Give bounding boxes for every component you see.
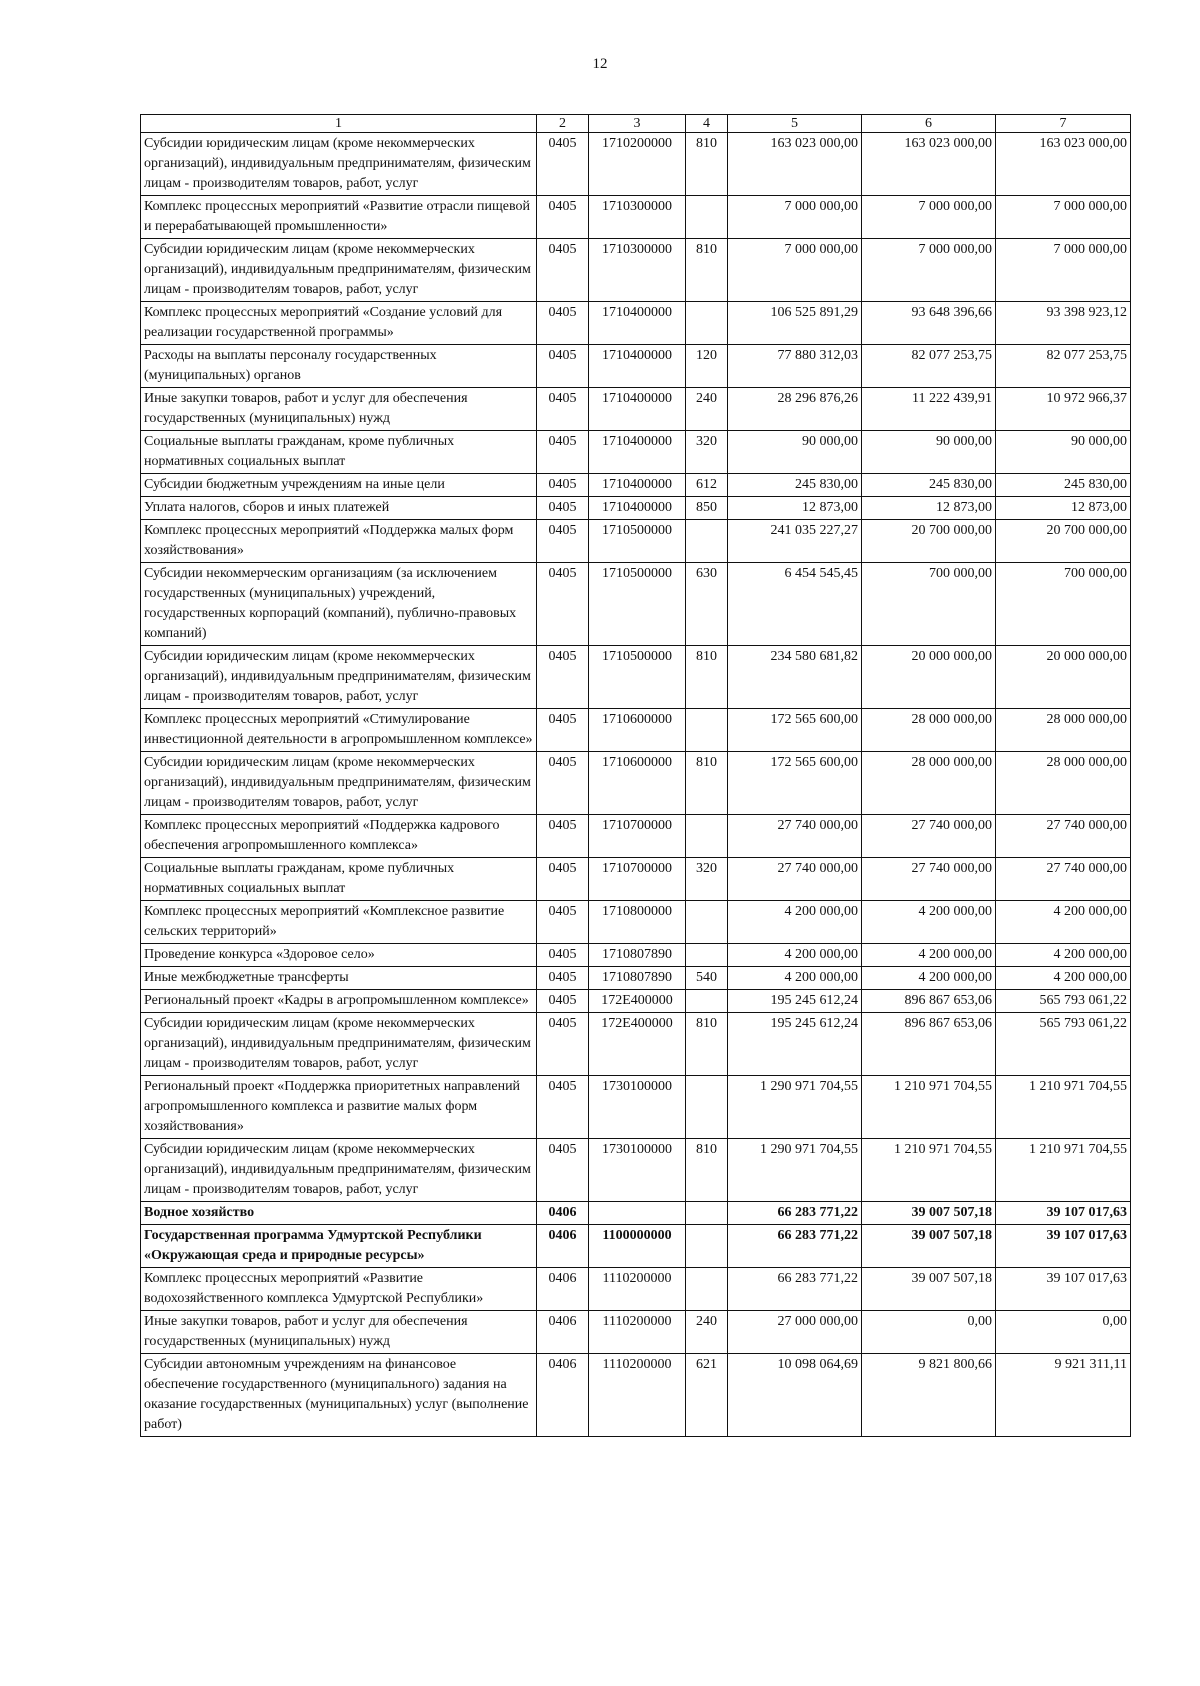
table-row [141,646,1131,709]
amount-year-2: 20 700 000,00 [862,520,996,563]
table-row [141,497,1131,520]
amount-year-1: 234 580 681,82 [728,646,862,709]
amount-year-2: 20 000 000,00 [862,646,996,709]
table-row [141,815,1131,858]
amount-year-2: 27 740 000,00 [862,815,996,858]
section-code: 0405 [537,967,589,990]
table-row [141,1354,1131,1437]
target-article-code: 1710800000 [589,901,686,944]
table-row [141,196,1131,239]
row-name: Проведение конкурса «Здоровое село» [141,944,537,967]
expense-type-code: 320 [686,431,728,474]
section-code: 0405 [537,990,589,1013]
expense-type-code: 630 [686,563,728,646]
target-article-code: 172E400000 [589,1013,686,1076]
expense-type-code: 810 [686,646,728,709]
row-name: Региональный проект «Кадры в агропромышленном комплексе» [141,990,537,1013]
section-code: 0405 [537,901,589,944]
section-code: 0405 [537,1013,589,1076]
target-article-code: 1730100000 [589,1076,686,1139]
row-name: Расходы на выплаты персоналу государственных (муниципальных) органов [141,345,537,388]
section-code: 0405 [537,520,589,563]
row-name: Субсидии юридическим лицам (кроме некоммерческих организаций), индивидуальным предпринимателям, физическим лицам - производителям товаров, работ, услуг [141,752,537,815]
amount-year-3: 28 000 000,00 [996,752,1131,815]
amount-year-3: 4 200 000,00 [996,901,1131,944]
amount-year-3: 12 873,00 [996,497,1131,520]
amount-year-3: 82 077 253,75 [996,345,1131,388]
row-name: Государственная программа Удмуртской Республики «Окружающая среда и природные ресурсы» [141,1225,537,1268]
amount-year-3: 90 000,00 [996,431,1131,474]
table-row [141,474,1131,497]
row-name: Комплекс процессных мероприятий «Поддержка кадрового обеспечения агропромышленного комплекса» [141,815,537,858]
amount-year-2: 39 007 507,18 [862,1268,996,1311]
row-name: Комплекс процессных мероприятий «Стимулирование инвестиционной деятельности в агропромышленном комплексе» [141,709,537,752]
row-name: Социальные выплаты гражданам, кроме публичных нормативных социальных выплат [141,431,537,474]
target-article-code: 1110200000 [589,1268,686,1311]
expense-type-code: 810 [686,1013,728,1076]
table-row [141,302,1131,345]
amount-year-1: 6 454 545,45 [728,563,862,646]
section-code: 0405 [537,345,589,388]
amount-year-2: 90 000,00 [862,431,996,474]
target-article-code: 172E400000 [589,990,686,1013]
expense-type-code [686,1076,728,1139]
amount-year-1: 245 830,00 [728,474,862,497]
row-name: Субсидии некоммерческим организациям (за исключением государственных (муниципальных) учреждений, государственных корпораций (компаний), публично-правовых компаний) [141,563,537,646]
amount-year-2: 0,00 [862,1311,996,1354]
row-name: Субсидии бюджетным учреждениям на иные цели [141,474,537,497]
amount-year-2: 27 740 000,00 [862,858,996,901]
amount-year-1: 4 200 000,00 [728,967,862,990]
amount-year-1: 241 035 227,27 [728,520,862,563]
table-row [141,1076,1131,1139]
target-article-code: 1710200000 [589,133,686,196]
row-name: Региональный проект «Поддержка приоритетных направлений агропромышленного комплекса и развитие малых форм хозяйствования» [141,1076,537,1139]
amount-year-3: 9 921 311,11 [996,1354,1131,1437]
amount-year-3: 4 200 000,00 [996,967,1131,990]
amount-year-2: 4 200 000,00 [862,967,996,990]
amount-year-2: 896 867 653,06 [862,1013,996,1076]
row-name: Субсидии автономным учреждениям на финансовое обеспечение государственного (муниципального) задания на оказание государственных (муниципальных) услуг (выполнение работ) [141,1354,537,1437]
target-article-code: 1710300000 [589,196,686,239]
expense-type-code [686,520,728,563]
target-article-code: 1110200000 [589,1311,686,1354]
row-name: Водное хозяйство [141,1202,537,1225]
expense-type-code: 810 [686,133,728,196]
section-code: 0406 [537,1354,589,1437]
column-header: 6 [862,115,996,133]
row-name: Комплекс процессных мероприятий «Развитие отрасли пищевой и перерабатывающей промышленности» [141,196,537,239]
amount-year-1: 10 098 064,69 [728,1354,862,1437]
amount-year-2: 4 200 000,00 [862,901,996,944]
amount-year-1: 12 873,00 [728,497,862,520]
row-name: Субсидии юридическим лицам (кроме некоммерческих организаций), индивидуальным предпринимателям, физическим лицам - производителям товаров, работ, услуг [141,239,537,302]
table-row [141,431,1131,474]
amount-year-1: 66 283 771,22 [728,1268,862,1311]
amount-year-1: 66 283 771,22 [728,1202,862,1225]
section-code: 0405 [537,1139,589,1202]
row-name: Субсидии юридическим лицам (кроме некоммерческих организаций), индивидуальным предпринимателям, физическим лицам - производителям товаров, работ, услуг [141,646,537,709]
column-header: 1 [141,115,537,133]
column-header: 2 [537,115,589,133]
amount-year-2: 896 867 653,06 [862,990,996,1013]
section-code: 0405 [537,944,589,967]
amount-year-2: 39 007 507,18 [862,1225,996,1268]
amount-year-2: 28 000 000,00 [862,752,996,815]
expense-type-code: 320 [686,858,728,901]
amount-year-3: 39 107 017,63 [996,1268,1131,1311]
amount-year-3: 1 210 971 704,55 [996,1076,1131,1139]
section-code: 0405 [537,563,589,646]
target-article-code: 1710400000 [589,345,686,388]
amount-year-3: 245 830,00 [996,474,1131,497]
amount-year-3: 27 740 000,00 [996,815,1131,858]
amount-year-3: 700 000,00 [996,563,1131,646]
table-row [141,1202,1131,1225]
table-row [141,1225,1131,1268]
amount-year-1: 163 023 000,00 [728,133,862,196]
target-article-code: 1710807890 [589,967,686,990]
section-code: 0405 [537,646,589,709]
amount-year-1: 90 000,00 [728,431,862,474]
target-article-code: 1710807890 [589,944,686,967]
table-row [141,1139,1131,1202]
row-name: Социальные выплаты гражданам, кроме публичных нормативных социальных выплат [141,858,537,901]
amount-year-1: 77 880 312,03 [728,345,862,388]
table-row [141,1311,1131,1354]
table-row [141,1013,1131,1076]
expense-type-code: 540 [686,967,728,990]
expense-type-code [686,901,728,944]
section-code: 0405 [537,858,589,901]
target-article-code: 1710600000 [589,709,686,752]
amount-year-3: 10 972 966,37 [996,388,1131,431]
amount-year-1: 1 290 971 704,55 [728,1076,862,1139]
section-code: 0406 [537,1225,589,1268]
row-name: Иные закупки товаров, работ и услуг для обеспечения государственных (муниципальных) нужд [141,1311,537,1354]
amount-year-2: 11 222 439,91 [862,388,996,431]
expense-type-code: 850 [686,497,728,520]
table-row [141,388,1131,431]
amount-year-1: 106 525 891,29 [728,302,862,345]
table-row [141,901,1131,944]
target-article-code: 1710700000 [589,815,686,858]
target-article-code: 1710400000 [589,497,686,520]
target-article-code: 1710500000 [589,520,686,563]
amount-year-1: 172 565 600,00 [728,752,862,815]
target-article-code: 1710300000 [589,239,686,302]
target-article-code: 1710400000 [589,431,686,474]
amount-year-2: 1 210 971 704,55 [862,1139,996,1202]
table-row [141,944,1131,967]
expense-type-code [686,709,728,752]
row-name: Комплекс процессных мероприятий «Поддержка малых форм хозяйствования» [141,520,537,563]
row-name: Иные закупки товаров, работ и услуг для обеспечения государственных (муниципальных) нужд [141,388,537,431]
expense-type-code [686,302,728,345]
amount-year-1: 7 000 000,00 [728,239,862,302]
amount-year-2: 700 000,00 [862,563,996,646]
amount-year-2: 9 821 800,66 [862,1354,996,1437]
expense-type-code: 240 [686,1311,728,1354]
row-name: Субсидии юридическим лицам (кроме некоммерческих организаций), индивидуальным предпринимателям, физическим лицам - производителям товаров, работ, услуг [141,1139,537,1202]
amount-year-2: 7 000 000,00 [862,239,996,302]
section-code: 0405 [537,815,589,858]
target-article-code: 1100000000 [589,1225,686,1268]
target-article-code: 1710400000 [589,388,686,431]
budget-table [140,114,1131,1437]
target-article-code: 1710600000 [589,752,686,815]
amount-year-2: 4 200 000,00 [862,944,996,967]
amount-year-1: 66 283 771,22 [728,1225,862,1268]
amount-year-3: 7 000 000,00 [996,239,1131,302]
table-row [141,520,1131,563]
amount-year-2: 82 077 253,75 [862,345,996,388]
amount-year-3: 28 000 000,00 [996,709,1131,752]
page-number: 12 [592,56,608,72]
target-article-code: 1710400000 [589,474,686,497]
amount-year-2: 7 000 000,00 [862,196,996,239]
expense-type-code: 810 [686,752,728,815]
amount-year-3: 0,00 [996,1311,1131,1354]
section-code: 0405 [537,474,589,497]
amount-year-3: 1 210 971 704,55 [996,1139,1131,1202]
amount-year-3: 39 107 017,63 [996,1225,1131,1268]
expense-type-code: 612 [686,474,728,497]
amount-year-3: 4 200 000,00 [996,944,1131,967]
table-row [141,1268,1131,1311]
amount-year-3: 39 107 017,63 [996,1202,1131,1225]
amount-year-3: 7 000 000,00 [996,196,1131,239]
row-name: Уплата налогов, сборов и иных платежей [141,497,537,520]
table-row [141,752,1131,815]
amount-year-3: 27 740 000,00 [996,858,1131,901]
expense-type-code [686,196,728,239]
column-header: 3 [589,115,686,133]
amount-year-2: 12 873,00 [862,497,996,520]
amount-year-3: 93 398 923,12 [996,302,1131,345]
section-code: 0405 [537,239,589,302]
row-name: Субсидии юридическим лицам (кроме некоммерческих организаций), индивидуальным предпринимателям, физическим лицам - производителям товаров, работ, услуг [141,1013,537,1076]
expense-type-code [686,1268,728,1311]
amount-year-1: 27 740 000,00 [728,858,862,901]
amount-year-1: 27 000 000,00 [728,1311,862,1354]
expense-type-code [686,1202,728,1225]
amount-year-2: 245 830,00 [862,474,996,497]
expense-type-code: 810 [686,239,728,302]
expense-type-code: 240 [686,388,728,431]
expense-type-code: 810 [686,1139,728,1202]
table-row [141,990,1131,1013]
expense-type-code: 120 [686,345,728,388]
amount-year-1: 1 290 971 704,55 [728,1139,862,1202]
target-article-code: 1710500000 [589,646,686,709]
target-article-code: 1710500000 [589,563,686,646]
section-code: 0405 [537,752,589,815]
target-article-code: 1730100000 [589,1139,686,1202]
section-code: 0405 [537,133,589,196]
amount-year-1: 4 200 000,00 [728,901,862,944]
amount-year-1: 27 740 000,00 [728,815,862,858]
section-code: 0405 [537,388,589,431]
amount-year-3: 565 793 061,22 [996,1013,1131,1076]
expense-type-code [686,815,728,858]
target-article-code [589,1202,686,1225]
amount-year-1: 28 296 876,26 [728,388,862,431]
row-name: Иные межбюджетные трансферты [141,967,537,990]
column-header: 5 [728,115,862,133]
amount-year-3: 20 700 000,00 [996,520,1131,563]
column-header: 7 [996,115,1131,133]
amount-year-2: 39 007 507,18 [862,1202,996,1225]
amount-year-1: 172 565 600,00 [728,709,862,752]
row-name: Субсидии юридическим лицам (кроме некоммерческих организаций), индивидуальным предпринимателям, физическим лицам - производителям товаров, работ, услуг [141,133,537,196]
expense-type-code [686,944,728,967]
section-code: 0405 [537,196,589,239]
amount-year-3: 20 000 000,00 [996,646,1131,709]
table-row [141,239,1131,302]
table-row [141,563,1131,646]
section-code: 0405 [537,431,589,474]
target-article-code: 1710400000 [589,302,686,345]
expense-type-code [686,1225,728,1268]
column-number-row [141,115,1131,133]
amount-year-1: 4 200 000,00 [728,944,862,967]
target-article-code: 1110200000 [589,1354,686,1437]
column-header: 4 [686,115,728,133]
target-article-code: 1710700000 [589,858,686,901]
expense-type-code [686,990,728,1013]
amount-year-2: 93 648 396,66 [862,302,996,345]
table-row [141,345,1131,388]
amount-year-1: 195 245 612,24 [728,990,862,1013]
section-code: 0406 [537,1311,589,1354]
amount-year-2: 163 023 000,00 [862,133,996,196]
table-row [141,967,1131,990]
table-row [141,858,1131,901]
table-row [141,709,1131,752]
section-code: 0405 [537,1076,589,1139]
amount-year-3: 565 793 061,22 [996,990,1131,1013]
section-code: 0406 [537,1202,589,1225]
expense-type-code: 621 [686,1354,728,1437]
section-code: 0406 [537,1268,589,1311]
section-code: 0405 [537,497,589,520]
amount-year-2: 1 210 971 704,55 [862,1076,996,1139]
row-name: Комплекс процессных мероприятий «Комплексное развитие сельских территорий» [141,901,537,944]
section-code: 0405 [537,709,589,752]
amount-year-1: 7 000 000,00 [728,196,862,239]
row-name: Комплекс процессных мероприятий «Развитие водохозяйственного комплекса Удмуртской Республики» [141,1268,537,1311]
row-name: Комплекс процессных мероприятий «Создание условий для реализации государственной программы» [141,302,537,345]
amount-year-1: 195 245 612,24 [728,1013,862,1076]
amount-year-3: 163 023 000,00 [996,133,1131,196]
section-code: 0405 [537,302,589,345]
table-row [141,133,1131,196]
amount-year-2: 28 000 000,00 [862,709,996,752]
